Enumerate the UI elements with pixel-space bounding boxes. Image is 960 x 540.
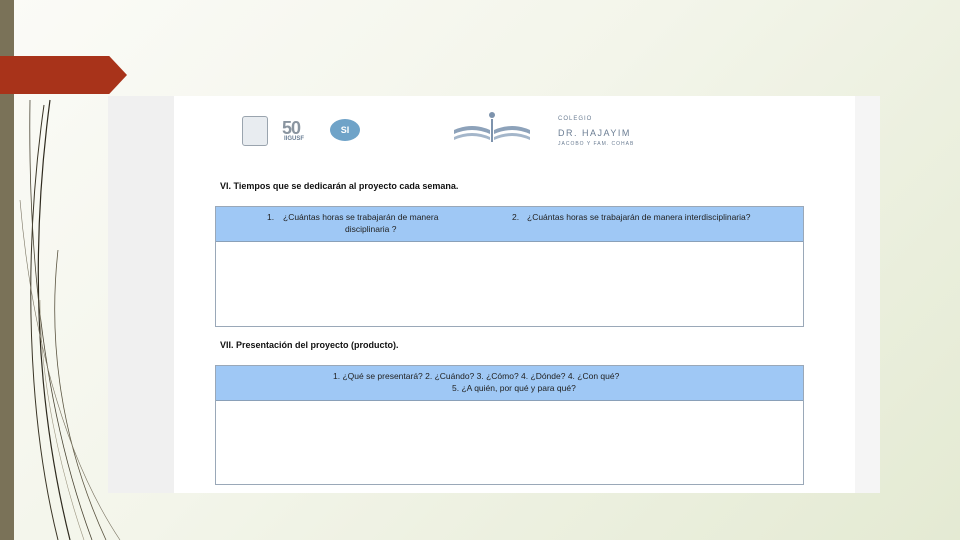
document-left-margin — [108, 96, 174, 493]
section-7-title: VII. Presentación del proyecto (producto). — [220, 340, 399, 350]
colegio-name-line2: DR. HAJAYIM — [558, 128, 631, 138]
title-tab-arrow — [0, 56, 127, 94]
fifty-years-logo: 50 — [282, 118, 301, 138]
q1-line2: disciplinaria ? — [345, 224, 397, 234]
presentation-questions-line1: 1. ¿Qué se presentará? 2. ¿Cuándo? 3. ¿Cómo? 4. ¿Dónde? 4. ¿Con qué? — [333, 371, 620, 381]
hours-table — [215, 206, 804, 327]
hours-table-body — [216, 242, 803, 327]
hours-table-header — [216, 207, 803, 242]
q1-number: 1. — [267, 212, 275, 222]
q1-line1: ¿Cuántas horas se trabajarán de manera — [283, 212, 439, 222]
presentation-table — [215, 365, 804, 485]
colegio-logo — [450, 110, 635, 156]
q2-number: 2. — [512, 212, 520, 222]
q2-text: ¿Cuántas horas se trabajarán de manera interdisciplinaria? — [527, 212, 751, 222]
presentation-table-header — [216, 366, 803, 401]
presentation-table-body — [216, 401, 803, 485]
colegio-book-icon — [450, 110, 560, 156]
si-logo: SI — [330, 119, 360, 141]
document-right-margin — [855, 96, 880, 493]
presentation-questions-line2: 5. ¿A quién, por qué y para qué? — [452, 383, 576, 393]
fifty-years-logo-sub: IIGUSF — [284, 136, 305, 142]
colegio-name-line1: COLEGIO — [558, 116, 593, 122]
section-6-title: VI. Tiempos que se dedicarán al proyecto cada semana. — [220, 181, 459, 191]
unam-shield-logo — [242, 116, 268, 146]
colegio-name-line3: JACOBO Y FAM. COHAB — [558, 141, 635, 147]
